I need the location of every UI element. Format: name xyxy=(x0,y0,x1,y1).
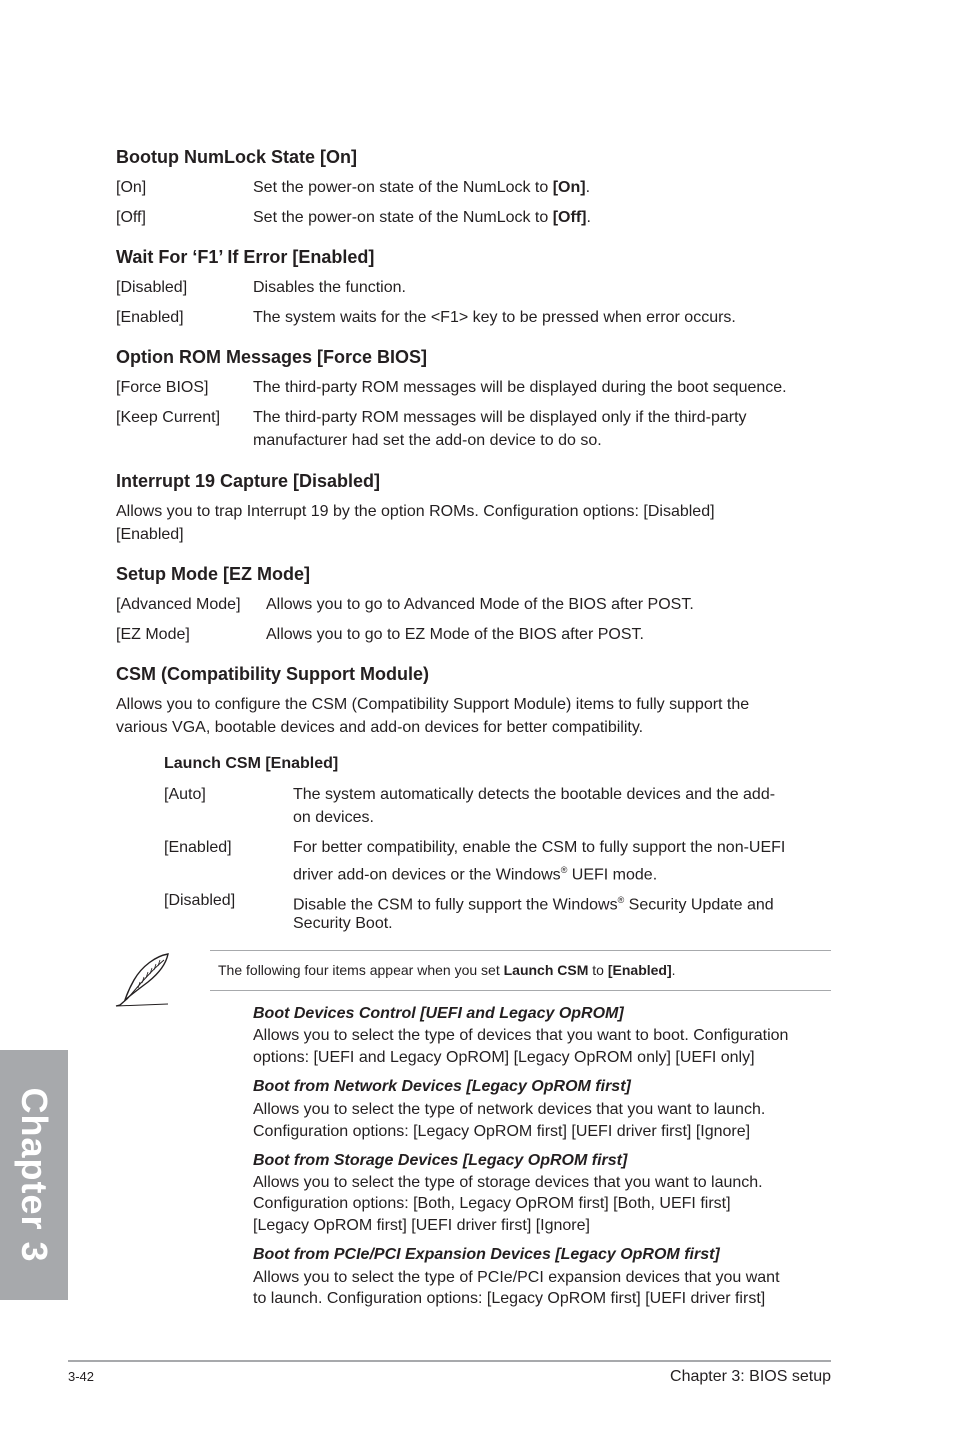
subitem-heading: Boot Devices Control [UEFI and Legacy OpROM] xyxy=(253,1005,624,1022)
csm-heading: CSM (Compatibility Support Module) xyxy=(116,664,429,684)
footer-chapter-title: Chapter 3: BIOS setup xyxy=(670,1368,831,1385)
int19-heading: Interrupt 19 Capture [Disabled] xyxy=(116,471,381,491)
waitf1-enabled-key: [Enabled] xyxy=(116,309,184,326)
subitem-line: Allows you to select the type of devices that you want to boot. Configuration xyxy=(253,1027,789,1044)
subitem-heading: Boot from PCIe/PCI Expansion Devices [Legacy OpROM first] xyxy=(253,1246,720,1263)
launch-auto-desc-line2: on devices. xyxy=(293,809,374,826)
waitf1-heading: Wait For ‘F1’ If Error [Enabled] xyxy=(116,247,375,267)
optionrom-force-key: [Force BIOS] xyxy=(116,379,209,396)
waitf1-enabled-desc: The system waits for the <F1> key to be pressed when error occurs. xyxy=(253,309,736,326)
waitf1-disabled-desc: Disables the function. xyxy=(253,279,406,296)
subitem-line: [Legacy OpROM first] [UEFI driver first] [Ignore] xyxy=(253,1217,590,1234)
numlock-on-desc: Set the power-on state of the NumLock to [On]. xyxy=(253,179,591,196)
setupmode-heading: Setup Mode [EZ Mode] xyxy=(116,564,310,584)
launch-auto-key: [Auto] xyxy=(164,786,206,803)
launch-csm-heading: Launch CSM [Enabled] xyxy=(164,755,339,772)
note-text: The following four items appear when you set Launch CSM to [Enabled]. xyxy=(218,962,676,978)
launch-auto-desc-line1: The system automatically detects the bootable devices and the add- xyxy=(293,786,776,803)
chapter-tab-label: Chapter 3 xyxy=(14,1087,55,1263)
note-top-rule xyxy=(210,950,831,951)
note-bottom-rule xyxy=(210,990,831,991)
launch-enabled-desc-line1: For better compatibility, enable the CSM to fully support the non-UEFI xyxy=(293,839,786,856)
int19-body-line2: [Enabled] xyxy=(116,526,184,543)
launch-disabled-key: [Disabled] xyxy=(164,892,236,909)
subitem-line: options: [UEFI and Legacy OpROM] [Legacy OpROM only] [UEFI only] xyxy=(253,1049,755,1066)
subitem-line: Allows you to select the type of PCIe/PCI expansion devices that you want xyxy=(253,1269,780,1286)
subitem-line: to launch. Configuration options: [Legacy OpROM first] [UEFI driver first] xyxy=(253,1290,766,1307)
subitem-heading: Boot from Network Devices [Legacy OpROM first] xyxy=(253,1078,631,1095)
waitf1-disabled-key: [Disabled] xyxy=(116,279,188,296)
optionrom-force-desc: The third-party ROM messages will be displayed during the boot sequence. xyxy=(253,379,787,396)
optionrom-keep-desc-line1: The third-party ROM messages will be displayed only if the third-party xyxy=(253,409,747,426)
feather-pen-icon xyxy=(112,950,174,1010)
chapter-tab xyxy=(0,1050,68,1300)
int19-body-line1: Allows you to trap Interrupt 19 by the option ROMs. Configuration options: [Disabled] xyxy=(116,503,715,520)
subitem-line: Configuration options: [Legacy OpROM first] [UEFI driver first] [Ignore] xyxy=(253,1123,751,1140)
numlock-heading: Bootup NumLock State [On] xyxy=(116,147,357,167)
footer-rule xyxy=(68,1360,831,1362)
launch-enabled-desc-line2: driver add-on devices or the Windows® UEFI mode. xyxy=(293,865,658,884)
optionrom-keep-desc-line2: manufacturer had set the add-on device to do so. xyxy=(253,432,602,449)
numlock-off-key: [Off] xyxy=(116,209,146,226)
numlock-on-key: [On] xyxy=(116,179,147,196)
setupmode-ez-desc: Allows you to go to EZ Mode of the BIOS after POST. xyxy=(266,626,644,643)
subitem-line: Configuration options: [Both, Legacy OpROM first] [Both, UEFI first] xyxy=(253,1195,731,1212)
subitem-line: Allows you to select the type of network devices that you want to launch. xyxy=(253,1101,766,1118)
subitem-line: Allows you to select the type of storage devices that you want to launch. xyxy=(253,1174,763,1191)
setupmode-advanced-desc: Allows you to go to Advanced Mode of the BIOS after POST. xyxy=(266,596,694,613)
subitem-heading: Boot from Storage Devices [Legacy OpROM first] xyxy=(253,1152,628,1169)
launch-enabled-key: [Enabled] xyxy=(164,839,232,856)
csm-body-line2: various VGA, bootable devices and add-on devices for better compatibility. xyxy=(116,719,644,736)
setupmode-advanced-key: [Advanced Mode] xyxy=(116,596,241,613)
launch-disabled-desc-line1: Disable the CSM to fully support the Windows® Security Update and xyxy=(293,895,774,914)
optionrom-keep-key: [Keep Current] xyxy=(116,409,221,426)
numlock-off-desc: Set the power-on state of the NumLock to [Off]. xyxy=(253,209,591,226)
csm-body-line1: Allows you to configure the CSM (Compatibility Support Module) items to fully support the xyxy=(116,696,750,713)
launch-disabled-desc-line2: Security Boot. xyxy=(293,915,393,932)
optionrom-heading: Option ROM Messages [Force BIOS] xyxy=(116,347,428,367)
setupmode-ez-key: [EZ Mode] xyxy=(116,626,190,643)
page-number: 3-42 xyxy=(68,1369,95,1384)
